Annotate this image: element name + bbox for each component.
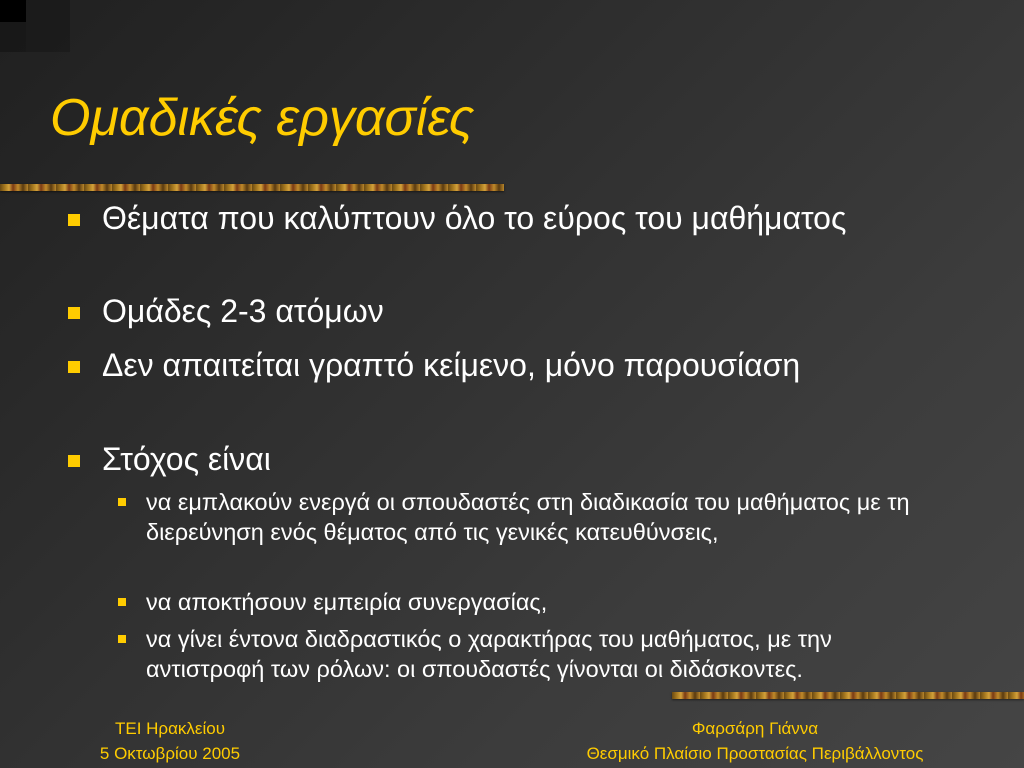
sub-bullet-square-icon: [118, 635, 126, 643]
bullet-square-icon: [68, 455, 80, 467]
sub-bullet-item: [146, 624, 926, 684]
footer-divider-bar: [672, 692, 1024, 699]
footer-right: [540, 716, 970, 766]
sub-bullet-square-icon: [118, 598, 126, 606]
bullet-square-icon: [68, 307, 80, 319]
sub-bullet-item: [146, 487, 926, 547]
bullet-text: Θέματα που καλύπτουν όλο το εύρος του μαθήματος: [102, 200, 847, 236]
sub-bullet-text: να εμπλακούν ενεργά οι σπουδαστές στη διαδικασία του μαθήματος με τη διερεύνηση ενός θέματος από τις γενικές κατευθύνσεις,: [146, 489, 910, 545]
slide-title: Ομαδικές εργασίες: [50, 89, 475, 147]
bullet-item: [102, 345, 862, 386]
bullet-square-icon: [68, 214, 80, 226]
bullet-item: [102, 439, 862, 480]
bullet-square-icon: [68, 361, 80, 373]
sub-bullet-item: [146, 587, 926, 617]
bullet-item: [102, 198, 862, 239]
bullet-text: Στόχος είναι: [102, 441, 271, 477]
bullet-text: Ομάδες 2-3 ατόμων: [102, 293, 384, 329]
sub-bullet-text: να γίνει έντονα διαδραστικός ο χαρακτήρας του μαθήματος, με την αντιστροφή των ρόλων: οι σπουδαστές γίνονται οι διδάσκοντες.: [146, 626, 832, 682]
sub-bullet-text: να αποκτήσουν εμπειρία συνεργασίας,: [146, 589, 548, 615]
bullet-text: Δεν απαιτείται γραπτό κείμενο, μόνο παρουσίαση: [102, 347, 801, 383]
footer-date: 5 Οκτωβρίου 2005: [99, 744, 241, 763]
footer-course: Θεσμικό Πλαίσιο Προστασίας Περιβάλλοντος: [586, 744, 924, 763]
footer-institution: ΤΕΙ Ηρακλείου: [114, 719, 226, 738]
bullet-item: [102, 291, 862, 332]
sub-bullet-square-icon: [118, 498, 126, 506]
footer-left: [80, 716, 260, 766]
footer-author: Φαρσάρη Γιάννα: [691, 719, 819, 738]
